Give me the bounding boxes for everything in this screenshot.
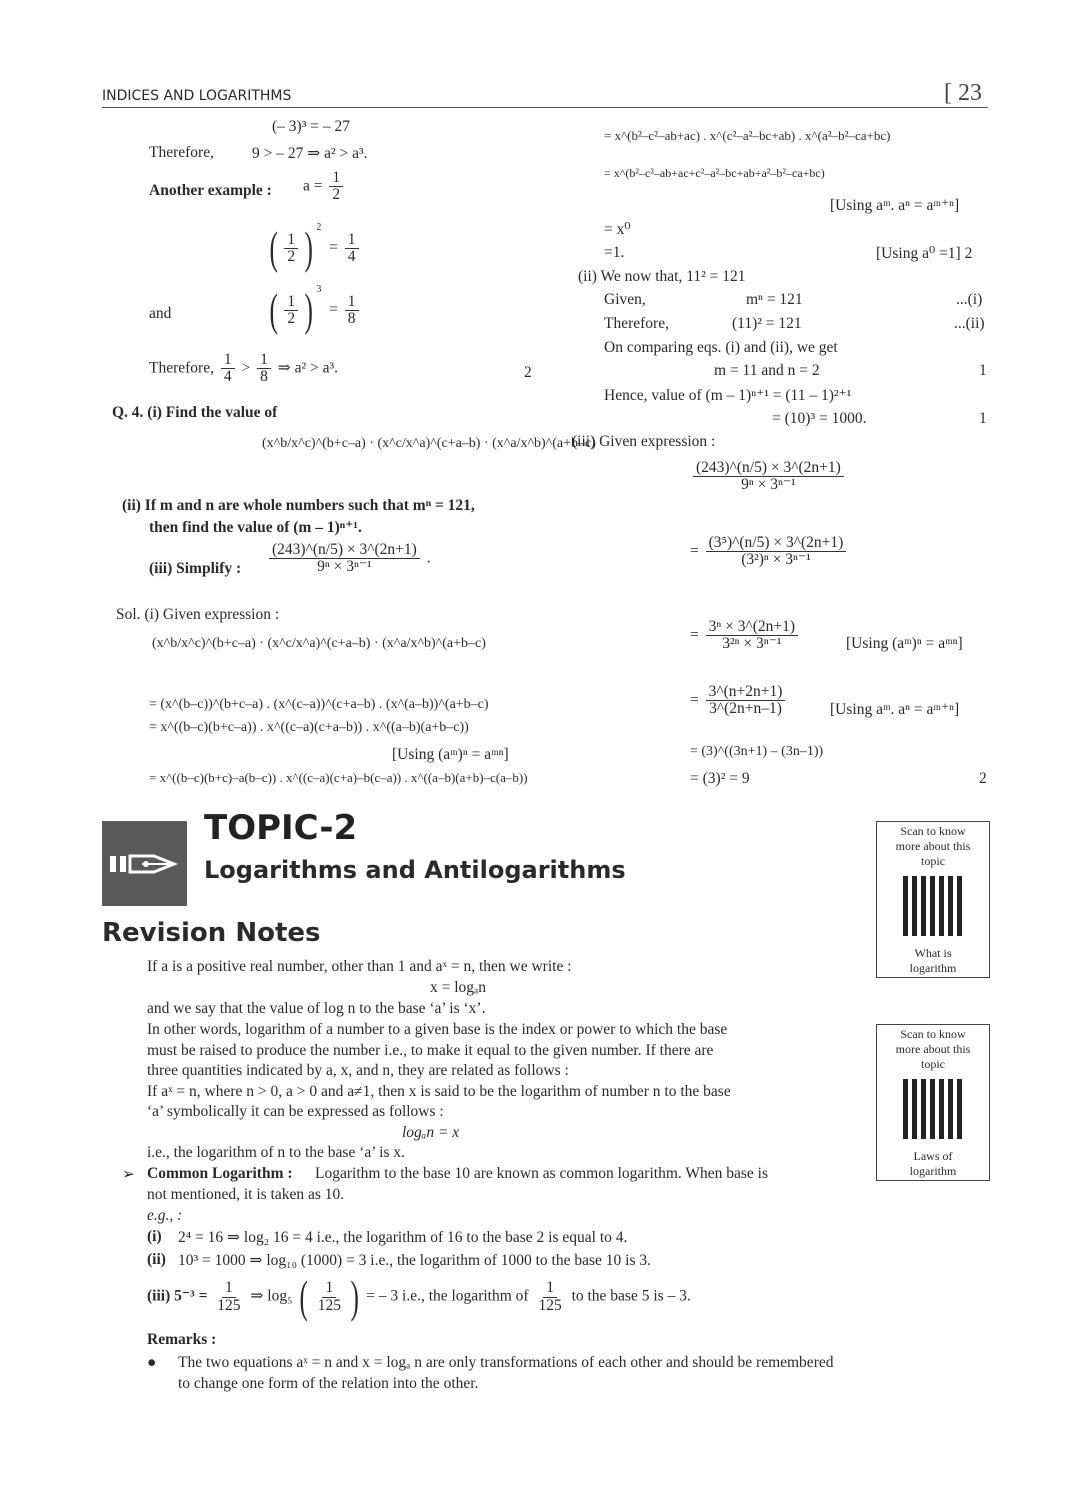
solution-step: = x^((b–c)(b+c–a)) . x^((c–a)(c+a–b)) . x^((a–b)(a+b–c)) <box>149 720 469 735</box>
example-index: (ii) <box>147 1251 166 1268</box>
running-header: INDICES AND LOGARITHMS <box>102 88 292 104</box>
rule-note: [Using aᵐ. aⁿ = aᵐ⁺ⁿ] <box>830 701 960 718</box>
note-line: e.g., : <box>147 1207 183 1224</box>
frac-den: 2 <box>332 186 341 204</box>
note-formula: logₐn = x <box>402 1124 460 1141</box>
question-text: (ii) If m and n are whole numbers such that mⁿ = 121, <box>122 497 475 514</box>
step-fraction: = $\frac{3\^{}(n+2n+1)}{3\^{}(2n+n-1)}$ <box>690 684 788 718</box>
note-line: The two equations aˣ = n and x = logₐ n are only transformations of each other and should be remembered <box>178 1354 834 1371</box>
qr-caption: Scan to know more about this topic <box>895 824 971 868</box>
half-squared: ( $\frac{1}{2}$ ) $^2$ = $\frac{1}{4}$ <box>266 222 362 271</box>
eq-label: ...(ii) <box>954 315 985 332</box>
pen-icon <box>102 821 187 906</box>
solution-heading: (iii) Given expression : <box>572 433 716 450</box>
simplify-fraction: $\frac{(243)\^{}(n/5) \times 3\^{}(2n+1)}{\text{9ⁿ × 3ⁿ⁻¹}}$ . <box>266 542 431 576</box>
text-line: (– 3)³ = – 27 <box>272 118 350 135</box>
solution-step: = (3)² = 9 <box>690 770 750 787</box>
header-rule <box>102 107 988 108</box>
bullet-icon: ● <box>147 1354 157 1371</box>
question-text: (iii) Simplify : <box>149 560 242 577</box>
text-line: Another example : <box>149 182 272 199</box>
text-line: = (10)³ = 1000. <box>772 410 867 427</box>
note-line: If aˣ = n, where n > 0, a > 0 and a≠1, then x is said to be the logarithm of number n to the base <box>147 1083 731 1100</box>
text-line: Hence, value of (m – 1)ⁿ⁺¹ = (11 – 1)²⁺¹ <box>604 387 852 404</box>
text-line: a = <box>303 177 323 195</box>
qr-caption: Scan to know more about this topic <box>895 1027 971 1071</box>
solution-step: = (3)^((3n+1) – (3n–1)) <box>690 744 824 759</box>
text-line: Therefore, <box>149 144 214 161</box>
text-line: and <box>149 305 172 322</box>
text-line: Therefore, <box>604 315 669 332</box>
solution-step: = (x^(b–c))^(b+c–a) . (x^(c–a))^(c+a–b) . (x^(a–b))^(a+b–c) <box>149 697 489 712</box>
example-line: 2⁴ = 16 ⇒ log₂ 16 = 4 i.e., the logarithm of 16 to the base 2 is equal to 4. <box>178 1229 628 1246</box>
example-line: 10³ = 1000 ⇒ log₁₀ (1000) = 3 i.e., the logarithm of 1000 to the base 10 is 3. <box>178 1252 651 1269</box>
text-line: m = 11 and n = 2 <box>714 362 820 379</box>
solution-step: = x^((b–c)(b+c)–a(b–c)) . x^((c–a)(c+a)–b(c–a)) . x^((a–b)(a+b)–c(a–b)) <box>149 770 528 785</box>
step-fraction: = $\frac{\text{3ⁿ × 3\textasciicircum{}(2n+1)}}{\text{3²ⁿ × 3ⁿ⁻¹}}$ <box>690 619 801 653</box>
note-line: must be raised to produce the number i.e., to make it equal to the given number. If there are <box>147 1042 714 1059</box>
text-line: Given, <box>604 291 646 308</box>
note-line: i.e., the logarithm of n to the base ‘a’ is x. <box>147 1144 405 1161</box>
page-number: [ 23 <box>944 80 982 106</box>
marks: 1 <box>979 410 987 427</box>
solution-step: = x^(b²–c²–ab+ac) . x^(c²–a²–bc+ab) . x^(a²–b²–ca+bc) <box>604 128 891 143</box>
rule-note: [Using (aᵐ)ⁿ = aᵐⁿ] <box>392 746 509 763</box>
qr-code-icon[interactable] <box>903 876 963 936</box>
note-line: to change one form of the relation into the other. <box>178 1375 479 1392</box>
rule-note: [Using (aᵐ)ⁿ = aᵐⁿ] <box>846 635 963 652</box>
term-label: Common Logarithm : <box>147 1165 293 1182</box>
note-line: three quantities indicated by a, x, and n, they are related as follows : <box>147 1062 569 1079</box>
note-line: ‘a’ symbolically it can be expressed as follows : <box>147 1103 444 1120</box>
eq-label: ...(i) <box>956 291 983 308</box>
topic-title: Logarithms and Antilogarithms <box>204 856 626 884</box>
solution-step: =1. <box>604 244 625 261</box>
note-formula: x = logₐn <box>430 979 487 996</box>
frac-num: 1 <box>329 170 343 187</box>
question-text: then find the value of (m – 1)ⁿ⁺¹. <box>149 519 362 536</box>
text-line: On comparing eqs. (i) and (ii), we get <box>604 339 838 356</box>
marks: 2 <box>524 364 532 381</box>
step-fraction: $\frac{(243)\^{}(n/5) \times 3\^{}(2n+1)}{\text{9ⁿ × 3ⁿ⁻¹}}$ <box>690 460 847 494</box>
example-line: (iii) 5⁻³ = $\frac{1}{125}$ ⇒ log₅ ( $\frac{1}{125}$ ) = – 3 i.e., the logarithm of $\frac{1}{125}$ to the base 5 is – 3. <box>147 1271 691 1322</box>
note-line: not mentioned, it is taken as 10. <box>147 1186 345 1203</box>
solution-step: = x^(b²–c²–ab+ac+c²–a²–bc+ab+a²–b²–ca+bc) <box>604 166 825 180</box>
inequality-line: Therefore, $\frac{1}{4}$ > $\frac{1}{8}$ ⇒ a² > a³. <box>149 351 339 386</box>
text-line: (11)² = 121 <box>732 315 802 332</box>
note-line: In other words, logarithm of a number to a given base is the index or power to which the base <box>147 1021 728 1038</box>
note-line: Logarithm to the base 10 are known as common logarithm. When base is <box>315 1165 768 1182</box>
example-index: (i) <box>147 1228 162 1245</box>
marks: 2 <box>979 770 987 787</box>
step-fraction: = $\frac{\text{(3⁵)\textasciicircum{}(n/5) × 3\textasciicircum{}(2n+1)}}{\text{(3²)ⁿ × 3ⁿ⁻¹}}$ <box>690 535 849 569</box>
note-line: If a is a positive real number, other than 1 and aˣ = n, then we write : <box>147 958 572 975</box>
solution-step: (ii) We now that, 11² = 121 <box>578 268 746 285</box>
topic-label: TOPIC-2 <box>204 808 358 848</box>
qr-caption: Laws of logarithm <box>909 1149 957 1178</box>
qr-code-icon[interactable] <box>903 1079 963 1139</box>
remarks-heading: Remarks : <box>147 1331 217 1348</box>
solution-expression: (x^b/x^c)^(b+c–a) · (x^c/x^a)^(c+a–b) · (x^a/x^b)^(a+b–c) <box>152 636 486 651</box>
qr-box <box>876 1024 990 1181</box>
arrow-bullet-icon: ➢ <box>122 1166 135 1183</box>
qr-box <box>876 821 990 978</box>
text-line: 9 > – 27 ⇒ a² > a³. <box>252 145 368 162</box>
text-line: mⁿ = 121 <box>746 291 803 308</box>
question-expression: (x^b/x^c)^(b+c–a) · (x^c/x^a)^(c+a–b) · (x^a/x^b)^(a+b–c) <box>262 436 596 451</box>
question-title: Q. 4. (i) Find the value of <box>112 404 278 421</box>
rule-note: [Using aᵐ. aⁿ = aᵐ⁺ⁿ] <box>830 197 960 214</box>
marks: 1 <box>979 362 987 379</box>
section-heading: Revision Notes <box>102 918 321 948</box>
solution-step: = x⁰ <box>604 221 631 238</box>
rule-note: [Using a⁰ =1] 2 <box>876 245 973 262</box>
note-line: and we say that the value of log n to the base ‘a’ is ‘x’. <box>147 1000 486 1017</box>
half-cubed: ( $\frac{1}{2}$ ) $^3$ = $\frac{1}{8}$ <box>266 284 362 333</box>
qr-caption: What is logarithm <box>909 946 957 975</box>
solution-heading: Sol. (i) Given expression : <box>116 606 280 623</box>
